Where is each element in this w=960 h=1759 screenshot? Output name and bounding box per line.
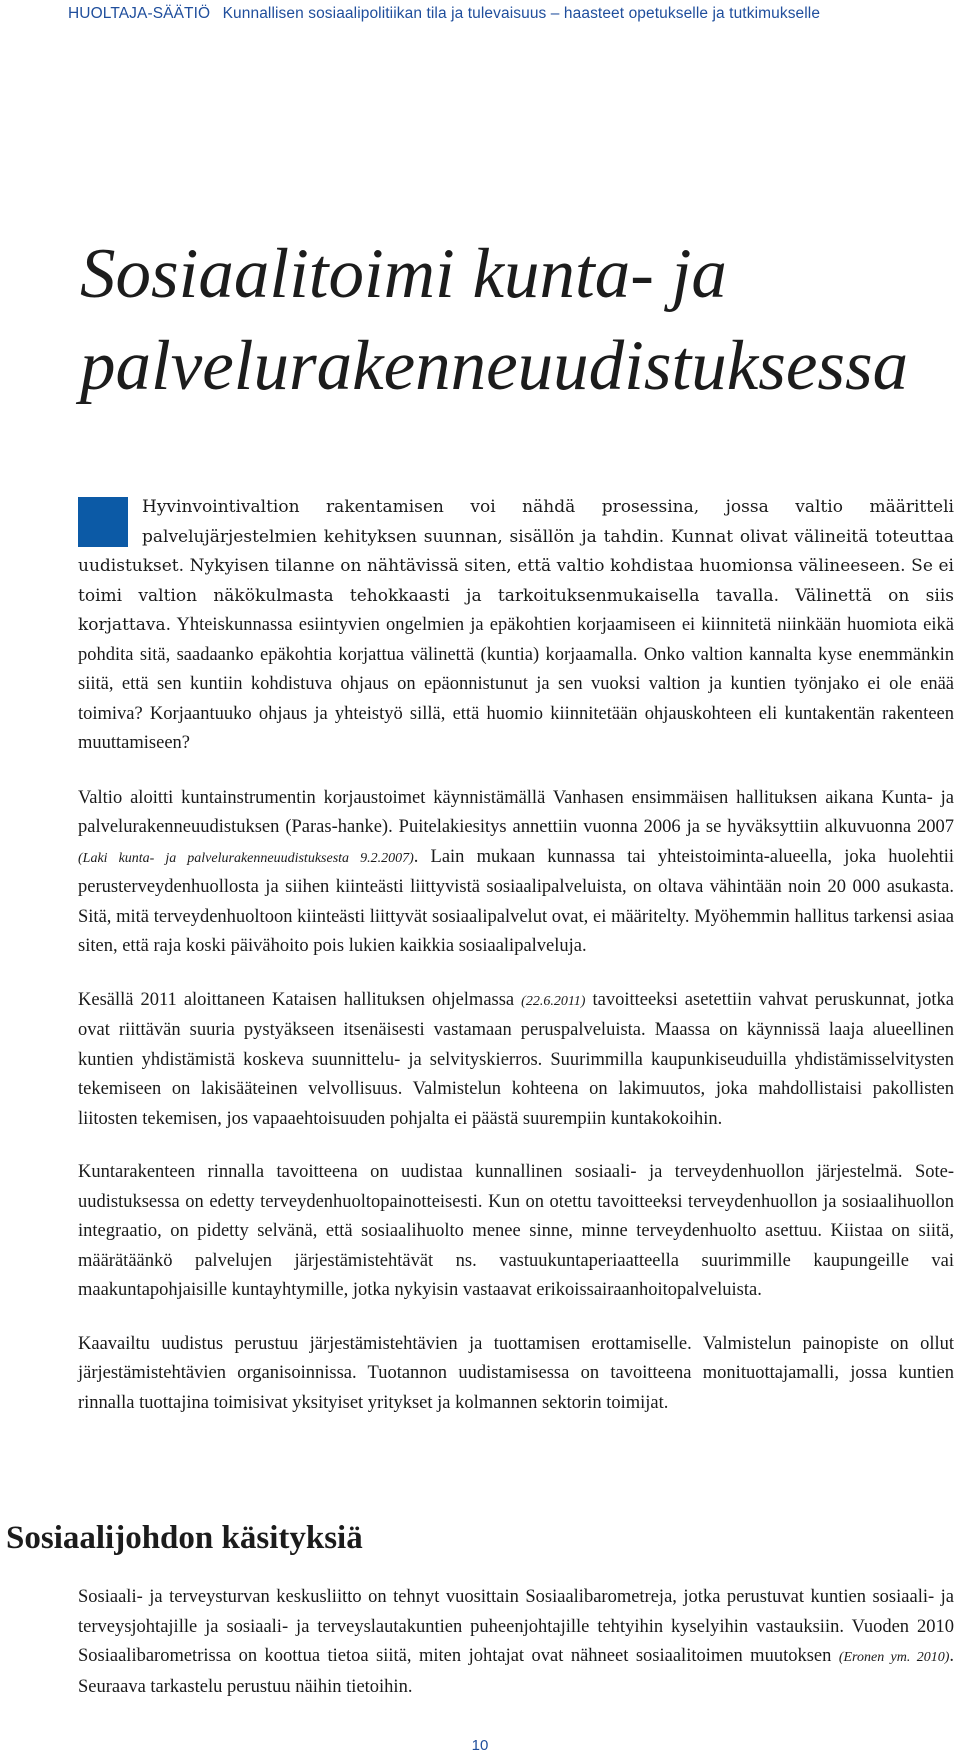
article-body	[78, 493, 954, 1442]
paragraph-2-text-a: Valtio aloitti kuntainstrumentin korjaustoimet käynnistämällä Vanhasen ensimmäisen hallituksen aikana Kunta- ja palvelurakenneuudistuksen (Paras-hanke). Puitelakiesitys annettiin vuonna 2006 ja se hyväksyttiin alkuvuonna 2007	[78, 787, 954, 837]
lead-paragraph	[78, 493, 954, 759]
paragraph-3-text-a: Kesällä 2011 aloittaneen Kataisen hallituksen ohjelmassa	[78, 989, 522, 1010]
lead-text-continued: Yhteiskunnassa esiintyvien ongelmien ja epäkohtien korjaamiseen ei kiinnitetä niinkään huomiota eikä pohdita sitä, saadaanko epäkohtia korjattua välinettä (kuntia) korjaamalla. Onko valtion kannalta kyse enemmänkin siitä, että sen kuntiin kohdistuva ohjaus on epäonnistunut ja sen vuoksi valtion ja kuntien työnjako ei ole enää toimiva? Korjaantuuko ohjaus ja yhteistyö sillä, että huomio kiinnitetään ohjauskohteen eli kuntakentän rakenteen muuttamiseen?	[78, 615, 954, 753]
citation-date: (22.6.2011)	[521, 993, 586, 1009]
citation-eronen: (Eronen ym. 2010)	[838, 1650, 950, 1665]
lead-text: Hyvinvointivaltion rakentamisen voi nähdä prosessina, jossa valtio määritteli palvelujärjestelmien kehityksen suunnan, sisällön ja tahdin. Kunnat olivat välineitä toteuttaa uudistukset. Nykyisen tilanne on nähtävissä siten, että valtio kohdistaa huomionsa välineeseen. Se ei toimi valtion näkökulmasta tehokkaasti ja tarkoituksenmukaisella tavalla. Välinettä on siis korjattava.	[78, 497, 954, 635]
title-line-1: Sosiaalitoimi kunta- ja	[80, 235, 727, 313]
accent-square	[78, 497, 128, 547]
header-org: HUOLTAJA-SÄÄTIÖ	[68, 5, 211, 22]
paragraph-2-text-b: . Lain mukaan kunnassa tai yhteistoiminta-alueella, joka huolehtii perusterveydenhuollosta ja siihen kiinteästi liittyvistä sosiaalipalveluista, on oltava vähintään noin 20 000 asukasta. Sitä, mitä terveydenhuoltoon kiinteästi liittyvät sosiaalipalvelut ovat, ei määritelty. Myöhemmin hallitus tarkensi asiaa siten, että raja koski päivähoito pois lukien kaikkia sosiaalipalveluja.	[78, 846, 954, 956]
paragraph-6-text-a: Sosiaali- ja terveysturvan keskusliitto on tehnyt vuosittain Sosiaalibarometreja, jotka perustuvat kuntien sosiaali- ja terveysjohtajille ja sosiaali- ja terveyslautakuntien puheenjohtajille tehtyihin kyselyihin vastauksiin. Vuoden 2010 Sosiaalibarometrissa on koottua tietoa siitä, miten johtajat ovat nähneet sosiaalitoimen muutoksen	[78, 1587, 954, 1666]
title-line-2: palvelurakenneuudistuksessa	[80, 327, 909, 405]
section-body	[78, 1583, 954, 1726]
paragraph-6-text-b: . Seuraava tarkastelu perustuu näihin tietoihin.	[78, 1646, 954, 1697]
paragraph-3	[78, 986, 954, 1135]
paragraph-6	[78, 1583, 954, 1702]
page-number: 10	[471, 1737, 489, 1754]
paragraph-4: Kuntarakenteen rinnalla tavoitteena on uudistaa kunnallinen sosiaali- ja terveydenhuollon järjestelmä. Sote-uudistuksessa on edetty terveydenhuoltopainotteisesti. Kun on otettu tavoitteeksi terveydenhuollon ja sosiaalihuollon integraatio, on pidetty selvänä, että sosiaalihuolto menee sinne, minne terveydenhuolto asettuu. Kiistaa on siitä, määrätäänkö palvelujen järjestämistehtävät ns. vastuukuntaperiaatteella suurimmille kaupungeille vai maakuntapohjaisille kuntayhtymille, jotka nykyisin vastaavat erikoissairaanhoitopalveluista.	[78, 1162, 954, 1300]
section-heading: Sosiaalijohdon käsityksiä	[6, 1520, 363, 1556]
running-header	[68, 5, 948, 23]
paragraph-5: Kaavailtu uudistus perustuu järjestämistehtävien ja tuottamisen erottamiselle. Valmistelun painopiste on ollut järjestämistehtävien organisoinnissa. Tuotannon uudistamisessa on tavoitteena monituottajamalli, jossa kuntien rinnalla tuottajina toimisivat yksityiset yritykset ja kolmannen sektorin toimijat.	[78, 1333, 954, 1413]
citation-law: (Laki kunta- ja palvelurakenneuudistuksesta 9.2.2007)	[78, 850, 414, 866]
paragraph-3-text-b: tavoitteeksi asetettiin vahvat peruskunnat, jotka ovat riittävän suuria pystyäkseen itsenäisesti vastamaan peruspalveluista. Maassa on käynnissä laaja alueellinen kuntien yhdistämistä koskeva suunnittelu- ja selvityskierros. Suurimmilla kaupunkiseuduilla yhdistämisselvitysten tekemiseen on lakisääteinen velvollisuus. Valmistelun kohteena on lakimuutos, joka mahdollistaisi pakollisten liitosten tekemisen, jos vapaaehtoisuuden pohjalta ei päästä suurempiin kuntakokoihin.	[78, 989, 954, 1129]
page-title	[80, 228, 940, 412]
header-publication: Kunnallisen sosiaalipolitiikan tila ja tulevaisuus – haasteet opetukselle ja tutkimukselle	[222, 5, 821, 22]
paragraph-2	[78, 784, 954, 962]
